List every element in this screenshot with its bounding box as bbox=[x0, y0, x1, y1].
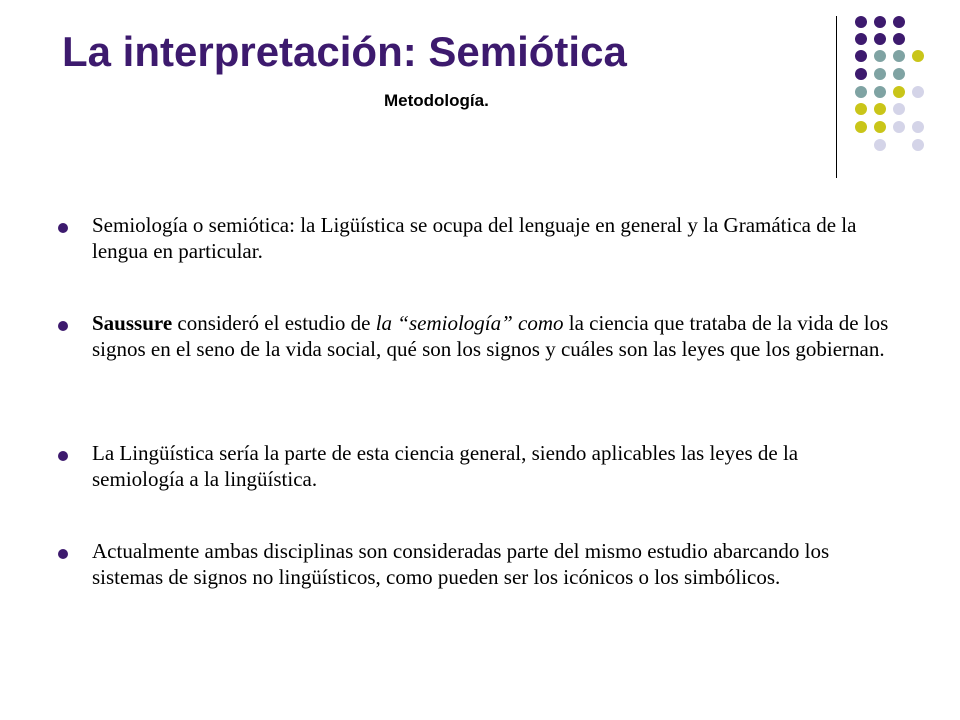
bullet-italic-phrase: la “semiología” como bbox=[375, 311, 564, 335]
decorative-dot bbox=[874, 121, 886, 133]
decorative-dot bbox=[874, 33, 886, 45]
decorative-dot bbox=[912, 121, 924, 133]
decorative-dot bbox=[855, 68, 867, 80]
decorative-dot bbox=[893, 86, 905, 98]
bullet-marker bbox=[58, 549, 68, 559]
decorative-dot bbox=[855, 103, 867, 115]
decorative-dot bbox=[893, 121, 905, 133]
decorative-dot bbox=[874, 86, 886, 98]
bullet-text bbox=[92, 310, 892, 362]
decorative-dot bbox=[912, 139, 924, 151]
decorative-dot bbox=[893, 50, 905, 62]
decorative-dot bbox=[855, 121, 867, 133]
bullet-bold-term: Saussure bbox=[92, 311, 173, 335]
decorative-dot bbox=[874, 50, 886, 62]
decorative-dot bbox=[912, 50, 924, 62]
decorative-dot bbox=[874, 16, 886, 28]
bullet-text-part: consideró el estudio de bbox=[172, 311, 376, 335]
slide-title: La interpretación: Semiótica bbox=[62, 28, 627, 75]
decorative-dot bbox=[893, 16, 905, 28]
decorative-dot bbox=[855, 86, 867, 98]
decorative-dot bbox=[855, 16, 867, 28]
decorative-dot bbox=[855, 50, 867, 62]
decorative-dot bbox=[874, 139, 886, 151]
decorative-dot bbox=[893, 103, 905, 115]
slide-subtitle: Metodología. bbox=[384, 91, 489, 110]
decorative-dot bbox=[912, 86, 924, 98]
decorative-dot bbox=[874, 103, 886, 115]
decorative-dot bbox=[855, 33, 867, 45]
bullet-marker bbox=[58, 321, 68, 331]
decorative-dot bbox=[893, 68, 905, 80]
decorative-dot bbox=[874, 68, 886, 80]
bullet-text: Actualmente ambas disciplinas son consideradas parte del mismo estudio abarcando los sistemas de signos no lingüísticos, como pueden ser los icónicos o los simbólicos. bbox=[92, 539, 830, 589]
bullet-marker bbox=[58, 451, 68, 461]
decorative-dot bbox=[893, 33, 905, 45]
bullet-text: Semiología o semiótica: la Ligüística se ocupa del lenguaje en general y la Gramática de la lengua en particular. bbox=[92, 213, 857, 263]
vertical-divider bbox=[836, 16, 837, 178]
bullet-marker bbox=[58, 223, 68, 233]
bullet-text-part: la ciencia que trataba de la vida de los signos en el seno de la vida social, qué son los signos y cuáles son las leyes que los gobiernan. bbox=[92, 311, 889, 361]
bullet-text: La Lingüística sería la parte de esta ciencia general, siendo aplicables las leyes de la semiología a la lingüística. bbox=[92, 441, 799, 491]
